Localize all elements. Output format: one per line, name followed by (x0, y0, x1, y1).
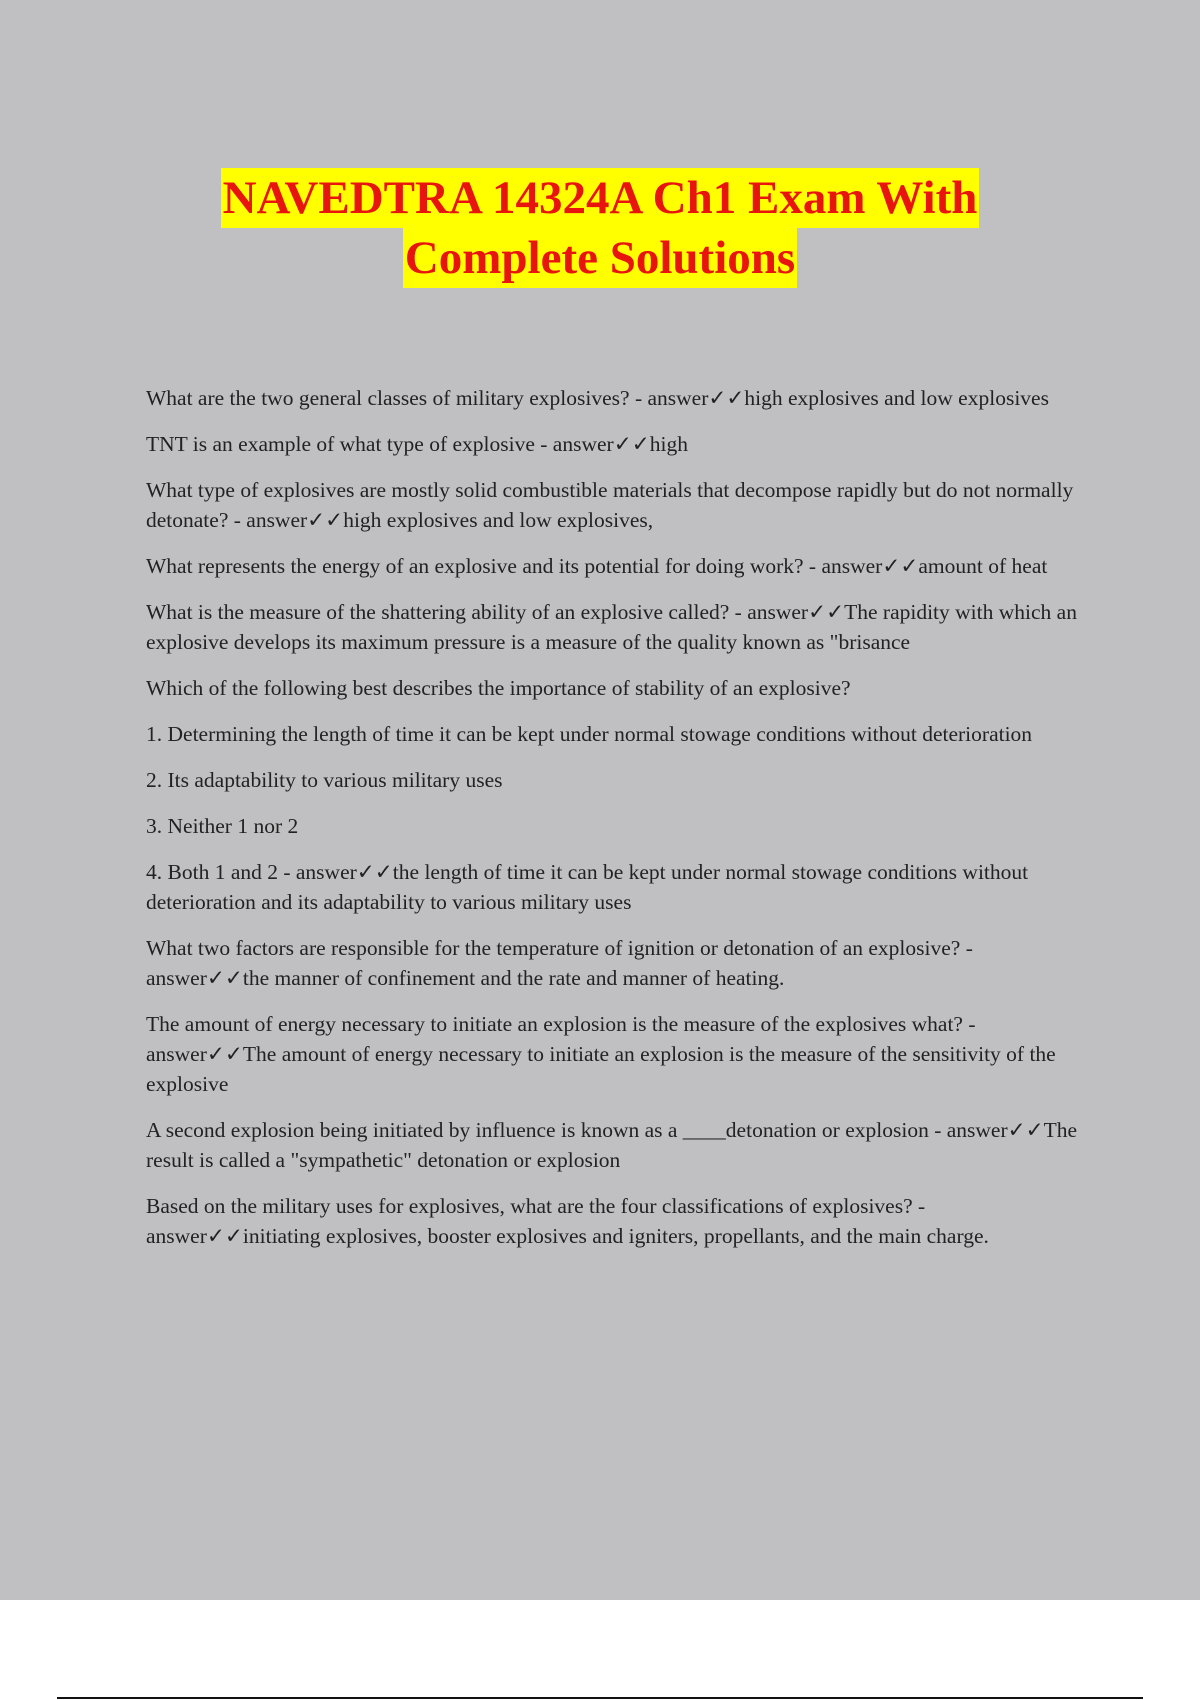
qa-paragraph-6: Which of the following best describes the importance of stability of an explosive? (146, 676, 851, 700)
document-body (146, 383, 1086, 1267)
qa-paragraph-9: A second explosion being initiated by influence is known as a ____detonation or explosion - answer✓✓The result is called a "sympathetic" detonation or explosion (146, 1118, 1078, 1172)
title-line-2: Complete Solutions (403, 228, 797, 288)
qa-paragraph-5: What is the measure of the shattering ability of an explosive called? - answer✓✓The rapidity with which an explosive develops its maximum pressure is a measure of the quality known as "brisance (146, 600, 1077, 654)
document-title (0, 168, 1200, 288)
title-line-1: NAVEDTRA 14324A Ch1 Exam With (221, 168, 980, 228)
option-4: 4. Both 1 and 2 - answer✓✓the length of time it can be kept under normal stowage conditions without deterioration and its adaptability to various military uses (146, 860, 1029, 914)
qa-paragraph-2: TNT is an example of what type of explosive - answer✓✓high (146, 432, 688, 456)
footer-divider (57, 1697, 1143, 1699)
qa-paragraph-8: The amount of energy necessary to initiate an explosion is the measure of the explosives what? - answer✓✓The amount of energy necessary to initiate an explosion is the measure of the sensitivity of the explosive (146, 1012, 1056, 1096)
qa-paragraph-1: What are the two general classes of military explosives? - answer✓✓high explosives and low explosives (146, 386, 1049, 410)
qa-paragraph-10: Based on the military uses for explosives, what are the four classifications of explosives? - answer✓✓initiating explosives, booster explosives and igniters, propellants, and the main charge. (146, 1194, 989, 1248)
qa-paragraph-4: What represents the energy of an explosive and its potential for doing work? - answer✓✓amount of heat (146, 554, 1048, 578)
qa-paragraph-3: What type of explosives are mostly solid combustible materials that decompose rapidly but do not normally detonate? - answer✓✓high explosives and low explosives, (146, 478, 1074, 532)
qa-paragraph-7: What two factors are responsible for the temperature of ignition or detonation of an explosive? - answer✓✓the manner of confinement and the rate and manner of heating. (146, 936, 973, 990)
option-1: 1. Determining the length of time it can be kept under normal stowage conditions without deterioration (146, 722, 1033, 746)
option-3: 3. Neither 1 nor 2 (146, 814, 299, 838)
option-2: 2. Its adaptability to various military uses (146, 768, 503, 792)
